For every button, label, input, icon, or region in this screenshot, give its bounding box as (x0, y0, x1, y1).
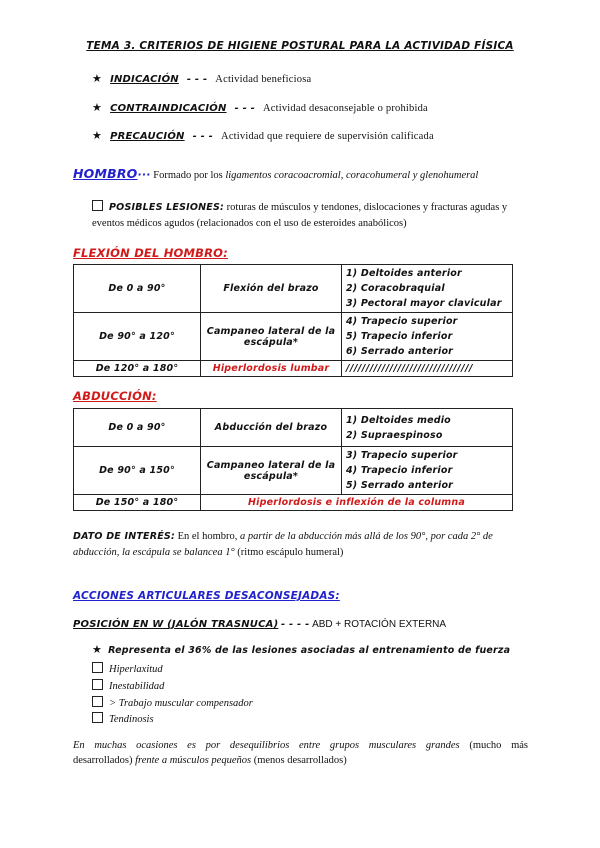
position-separator: - - - - (280, 619, 310, 630)
muscle-item: 3) Pectoral mayor clavicular (346, 298, 502, 309)
check-item (92, 662, 163, 677)
star-icon: ★ (92, 101, 103, 114)
closing-line-1 (73, 738, 528, 753)
star-icon: ★ (92, 129, 103, 142)
closing-italic: frente a músculos pequeños (135, 755, 252, 766)
action-cell: Hiperlordosis lumbar (201, 361, 342, 377)
position-label: POSICIÓN EN W (JALÓN TRASNUCA) (73, 619, 279, 630)
legend-separator: - - - (186, 74, 208, 85)
closing-line-2 (73, 753, 347, 768)
check-label: > Trabajo muscular compensador (109, 698, 253, 709)
flexion-heading: FLEXIÓN DEL HOMBRO: (73, 246, 228, 260)
closing-text: desarrollados) (73, 755, 133, 766)
check-item (92, 679, 164, 694)
range-cell: De 90° a 120° (74, 313, 201, 361)
actions-heading: ACCIONES ARTICULARES DESACONSEJADAS: (73, 590, 340, 602)
checkbox-icon (92, 712, 103, 723)
legend-term: CONTRAINDICACIÓN (110, 103, 227, 114)
range-cell: De 120° a 180° (74, 361, 201, 377)
fact-line-1 (73, 529, 493, 544)
legend-separator: - - - (234, 103, 255, 114)
muscle-item: 4) Trapecio superior (346, 316, 458, 327)
legend-term: INDICACIÓN (110, 74, 179, 85)
stat-line (92, 642, 510, 658)
fact-text-italic: abducción, la escápula se balancea 1° (73, 547, 235, 558)
check-label: Inestabilidad (109, 681, 165, 692)
table-row (74, 361, 513, 377)
page-title: TEMA 3. CRITERIOS DE HIGIENE POSTURAL PARA LA ACTIVIDAD FÍSICA (86, 40, 514, 52)
muscle-item: 4) Trapecio inferior (346, 465, 453, 476)
action-cell: Abducción del brazo (201, 409, 342, 447)
legend-item-contraindication (92, 101, 428, 114)
abduction-table (73, 408, 513, 511)
stat-text: Representa el 36% de las lesiones asociadas al entrenamiento de fuerza (108, 645, 511, 656)
muscle-item: 6) Serrado anterior (346, 346, 454, 357)
injuries-text-2: eventos médicos agudos (relacionados con el uso de esteroides anabólicos) (92, 218, 407, 229)
legend-description: Actividad desaconsejable o prohibida (262, 103, 428, 114)
muscle-item: 2) Coracobraquial (346, 283, 445, 294)
legend-item-precaution (92, 129, 434, 142)
injuries-paragraph (92, 200, 532, 215)
table-row (74, 447, 513, 495)
position-line (73, 617, 446, 632)
muscle-item: 1) Deltoides medio (346, 414, 451, 426)
position-desc: ABD + ROTACIÓN EXTERNA (312, 619, 447, 630)
legend-separator: - - - (192, 131, 214, 142)
muscles-cell (342, 447, 513, 495)
action-cell: Flexión del brazo (201, 265, 342, 313)
action-cell: Campaneo lateral de la escápula* (201, 313, 342, 361)
closing-text: (menos desarrollados) (253, 755, 347, 766)
muscles-cell: //////////////////////////////// (342, 361, 513, 377)
muscle-item: 1) Deltoides anterior (346, 268, 462, 279)
action-cell: Hiperlordosis e inflexión de la columna (201, 495, 513, 511)
fact-text: (ritmo escápulo humeral) (237, 547, 344, 558)
table-row (74, 409, 513, 447)
fact-line-2 (73, 545, 343, 560)
range-cell: De 0 a 90° (74, 265, 201, 313)
legend-description: Actividad beneficiosa (215, 74, 312, 85)
checkbox-icon (92, 662, 103, 673)
muscles-cell (342, 409, 513, 447)
injuries-text-1: roturas de músculos y tendones, dislocaciones y fracturas agudas y (226, 202, 508, 213)
injuries-label: POSIBLES LESIONES: (109, 202, 225, 213)
checkbox-icon (92, 696, 103, 707)
star-icon: ★ (92, 643, 103, 656)
range-cell: De 0 a 90° (74, 409, 201, 447)
closing-italic: En muchas ocasiones es por desequilibrios entre grupos musculares grandes (73, 740, 460, 751)
legend-description: Actividad que requiere de supervisión calificada (221, 131, 434, 142)
checkbox-icon (92, 679, 103, 690)
shoulder-intro-text: Formado por los (153, 170, 223, 181)
check-label: Tendinosis (109, 714, 154, 725)
flexion-table (73, 264, 513, 377)
muscle-item: 3) Trapecio superior (346, 450, 458, 461)
fact-label: DATO DE INTERÉS: (73, 531, 175, 542)
closing-text: (mucho más (469, 740, 528, 751)
legend-item-indication (92, 72, 311, 85)
muscles-cell (342, 313, 513, 361)
shoulder-heading: HOMBRO (73, 166, 138, 181)
muscles-cell (342, 265, 513, 313)
fact-text-italic: a partir de la abducción más allá de los 90°, por cada 2° de (240, 531, 493, 542)
check-item (92, 712, 154, 727)
muscle-item: 5) Trapecio inferior (346, 331, 453, 342)
shoulder-dots: ··· (137, 168, 151, 181)
abduction-heading: ABDUCCIÓN: (73, 389, 157, 403)
legend-term: PRECAUCIÓN (110, 131, 185, 142)
fact-text: En el hombro, (177, 531, 238, 542)
table-row (74, 265, 513, 313)
action-cell: Campaneo lateral de la escápula* (201, 447, 342, 495)
check-label: Hiperlaxitud (109, 664, 163, 675)
shoulder-intro (73, 166, 478, 183)
table-row (74, 495, 513, 511)
range-cell: De 90° a 150° (74, 447, 201, 495)
checkbox-icon (92, 200, 103, 211)
table-row (74, 313, 513, 361)
range-cell: De 150° a 180° (74, 495, 201, 511)
check-item (92, 696, 253, 711)
muscle-item: 5) Serrado anterior (346, 480, 454, 491)
shoulder-ligaments: ligamentos coracoacromial, coracohumeral y glenohumeral (225, 170, 479, 181)
star-icon: ★ (92, 72, 103, 85)
muscle-item: 2) Supraespinoso (346, 429, 443, 441)
